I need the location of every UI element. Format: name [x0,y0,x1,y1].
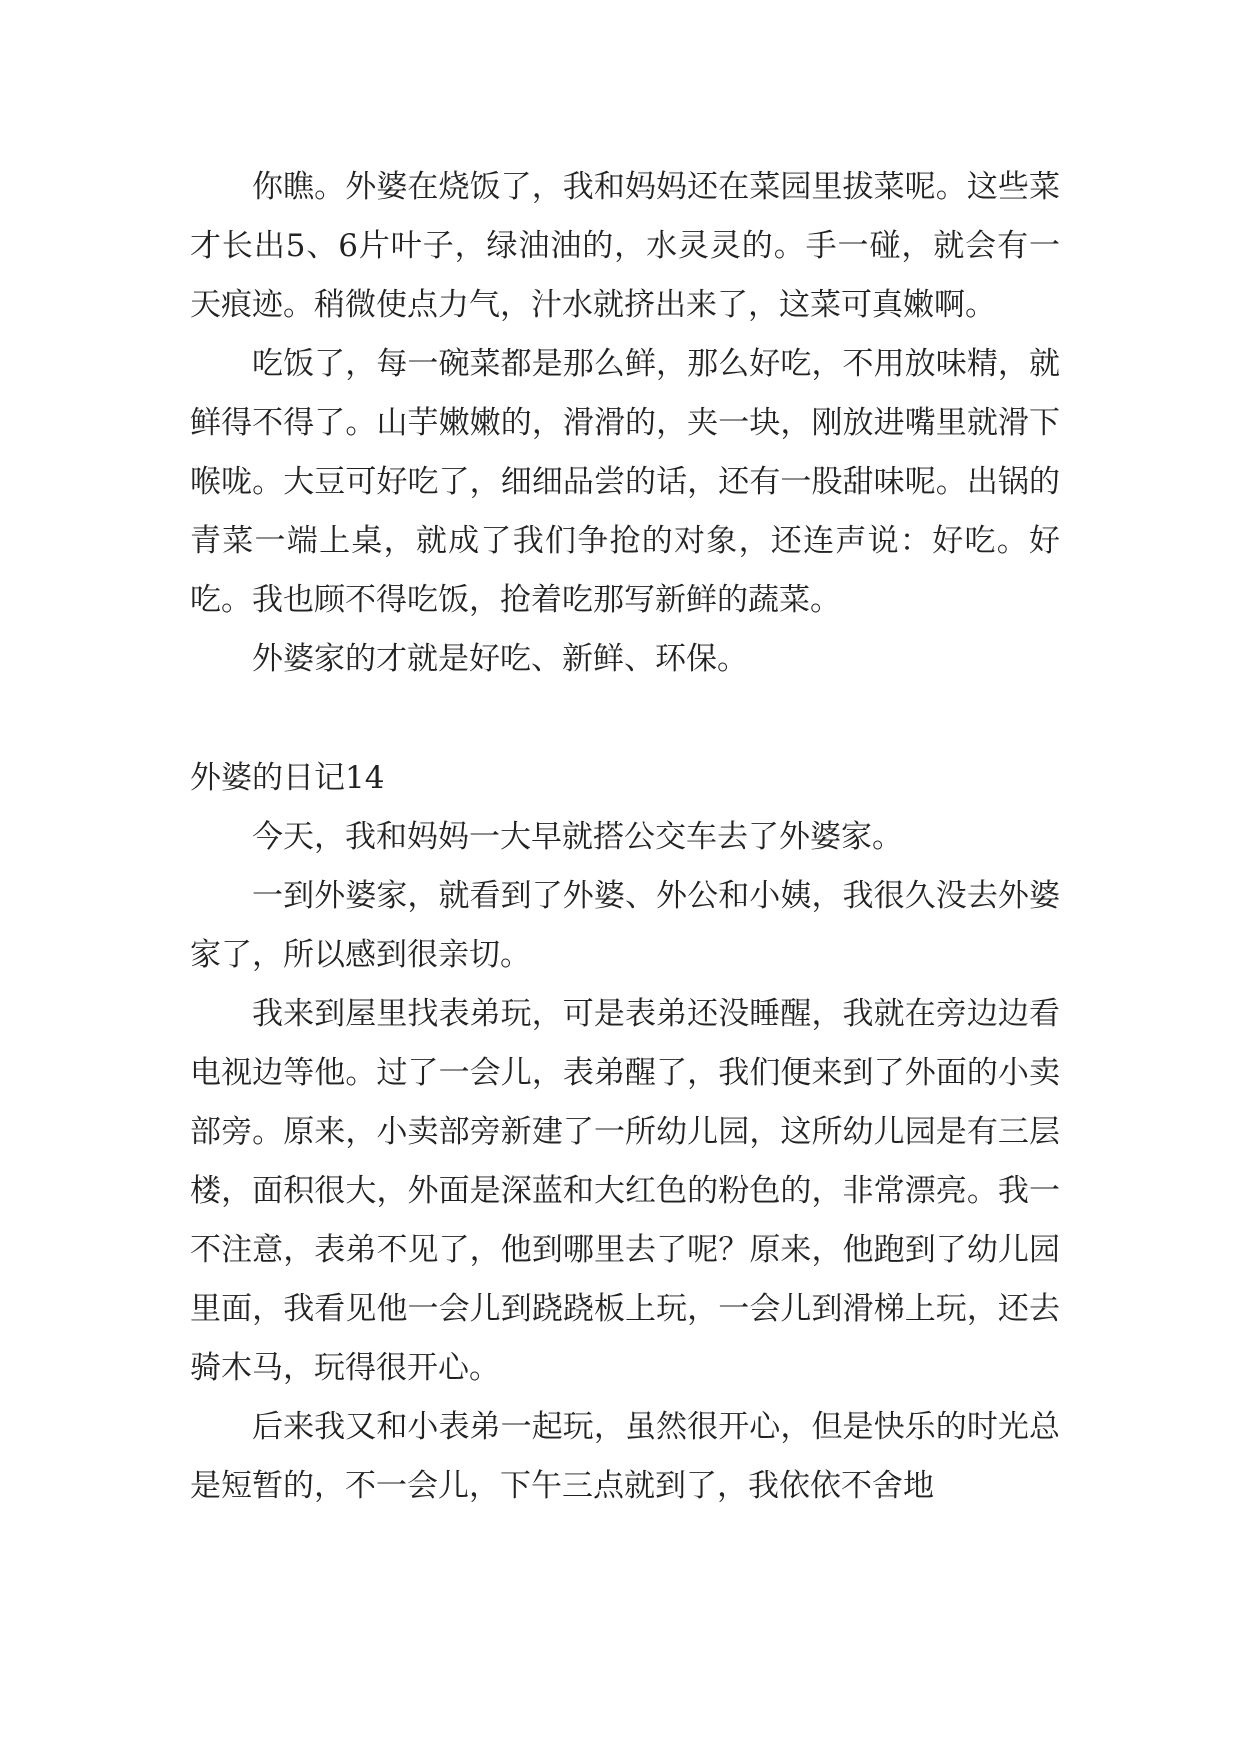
paragraph: 后来我又和小表弟一起玩，虽然很开心，但是快乐的时光总是短暂的，不一会儿，下午三点就到了，我依依不舍地 [190,1409,1060,1504]
paragraph: 你瞧。外婆在烧饭了，我和妈妈还在菜园里拔菜呢。这些菜才长出5、6片叶子，绿油油的，水灵灵的。手一碰，就会有一天痕迹。稍微使点力气，汁水就挤出来了，这菜可真嫩啊。 [190,169,1060,323]
paragraph: 外婆家的才就是好吃、新鲜、环保。 [252,641,748,677]
document-body [190,158,1060,1516]
paragraph: 吃饭了，每一碗菜都是那么鲜，那么好吃，不用放味精，就鲜得不得了。山芋嫩嫩的，滑滑的，夹一块，刚放进嘴里就滑下喉咙。大豆可好吃了，细细品尝的话，还有一股甜味呢。出锅的青菜一端上桌，就成了我们争抢的对象，还连声说：好吃。好吃。我也顾不得吃饭，抢着吃那写新鲜的蔬菜。 [190,346,1060,618]
paragraph: 一到外婆家，就看到了外婆、外公和小姨，我很久没去外婆家了，所以感到很亲切。 [190,878,1060,973]
paragraph: 我来到屋里找表弟玩，可是表弟还没睡醒，我就在旁边边看电视边等他。过了一会儿，表弟醒了，我们便来到了外面的小卖部旁。原来，小卖部旁新建了一所幼儿园，这所幼儿园是有三层楼，面积很大，外面是深蓝和大红色的粉色的，非常漂亮。我一不注意，表弟不见了，他到哪里去了呢？原来，他跑到了幼儿园里面，我看见他一会儿到跷跷板上玩，一会儿到滑梯上玩，还去骑木马，玩得很开心。 [190,996,1060,1386]
paragraph: 今天，我和妈妈一大早就搭公交车去了外婆家。 [252,819,903,855]
section-title: 外婆的日记14 [190,760,385,796]
